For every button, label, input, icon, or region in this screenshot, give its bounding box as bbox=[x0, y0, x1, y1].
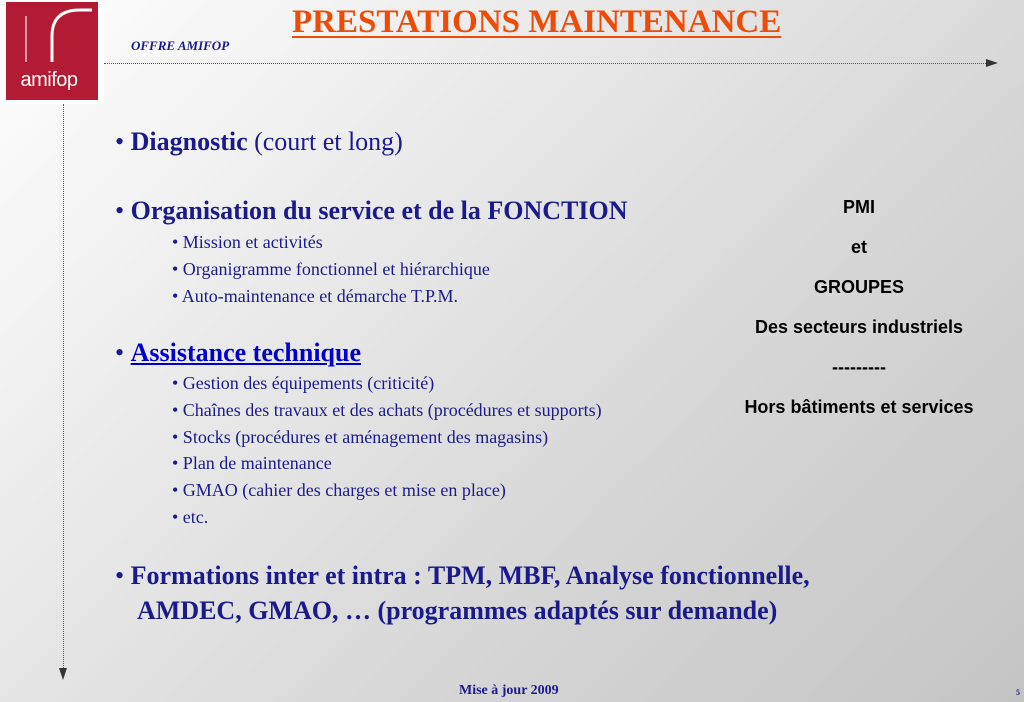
assistance-item: • Gestion des équipements (criticité) bbox=[172, 373, 435, 393]
organisation-item: • Auto-maintenance et démarche T.P.M. bbox=[172, 286, 459, 306]
vertical-dotted-line bbox=[63, 104, 64, 670]
assistance-item: • GMAO (cahier des charges et mise en place) bbox=[172, 480, 506, 500]
assistance-item: • Stocks (procédures et aménagement des magasins) bbox=[172, 427, 549, 447]
formations-line-2: AMDEC, GMAO, … (programmes adaptés sur demande) bbox=[137, 596, 778, 625]
offer-label: OFFRE AMIFOP bbox=[131, 38, 230, 53]
assistance-item: • Chaînes des travaux et des achats (procédures et supports) bbox=[172, 400, 602, 420]
horizontal-dotted-line bbox=[104, 63, 988, 64]
amifop-logo bbox=[0, 0, 104, 104]
side-secteurs: Des secteurs industriels bbox=[754, 317, 964, 337]
diagnostic-detail: (court et long) bbox=[247, 127, 403, 156]
bullet-mark: • bbox=[115, 127, 125, 156]
organisation-item: • Organigramme fonctionnel et hiérarchique bbox=[172, 259, 490, 279]
bullet-organisation bbox=[115, 196, 627, 226]
side-separator: --------- bbox=[832, 357, 886, 377]
diagnostic-label: Diagnostic bbox=[130, 127, 248, 156]
bullet-diagnostic bbox=[115, 127, 403, 157]
bullet-formations bbox=[115, 561, 810, 591]
arrow-right-icon bbox=[986, 59, 998, 67]
side-hors-batiments: Hors bâtiments et services bbox=[744, 397, 974, 417]
bullet-mark: • bbox=[115, 561, 125, 590]
arrow-down-icon bbox=[59, 668, 67, 680]
formations-line-1: Formations inter et intra : TPM, MBF, Analyse fonctionnelle, bbox=[130, 561, 810, 590]
side-groupes: GROUPES bbox=[813, 277, 905, 297]
assistance-item: • Plan de maintenance bbox=[172, 453, 332, 473]
assistance-link[interactable]: Assistance technique bbox=[130, 338, 362, 367]
organisation-item: • Mission et activités bbox=[172, 232, 323, 252]
page-title: PRESTATIONS MAINTENANCE bbox=[292, 4, 782, 40]
bullet-assistance bbox=[115, 338, 361, 368]
footer-update: Mise à jour 2009 bbox=[459, 683, 559, 698]
bullet-mark: • bbox=[115, 338, 125, 367]
assistance-item: • etc. bbox=[172, 507, 209, 527]
side-pmi: PMI bbox=[842, 197, 875, 217]
page-number: 5 bbox=[1016, 688, 1020, 697]
side-et: et bbox=[850, 237, 867, 257]
organisation-label: Organisation du service et de la FONCTION bbox=[130, 196, 628, 225]
formations-line-2-wrap bbox=[137, 596, 777, 626]
logo-text: amifop bbox=[20, 69, 78, 91]
bullet-mark: • bbox=[115, 196, 125, 225]
